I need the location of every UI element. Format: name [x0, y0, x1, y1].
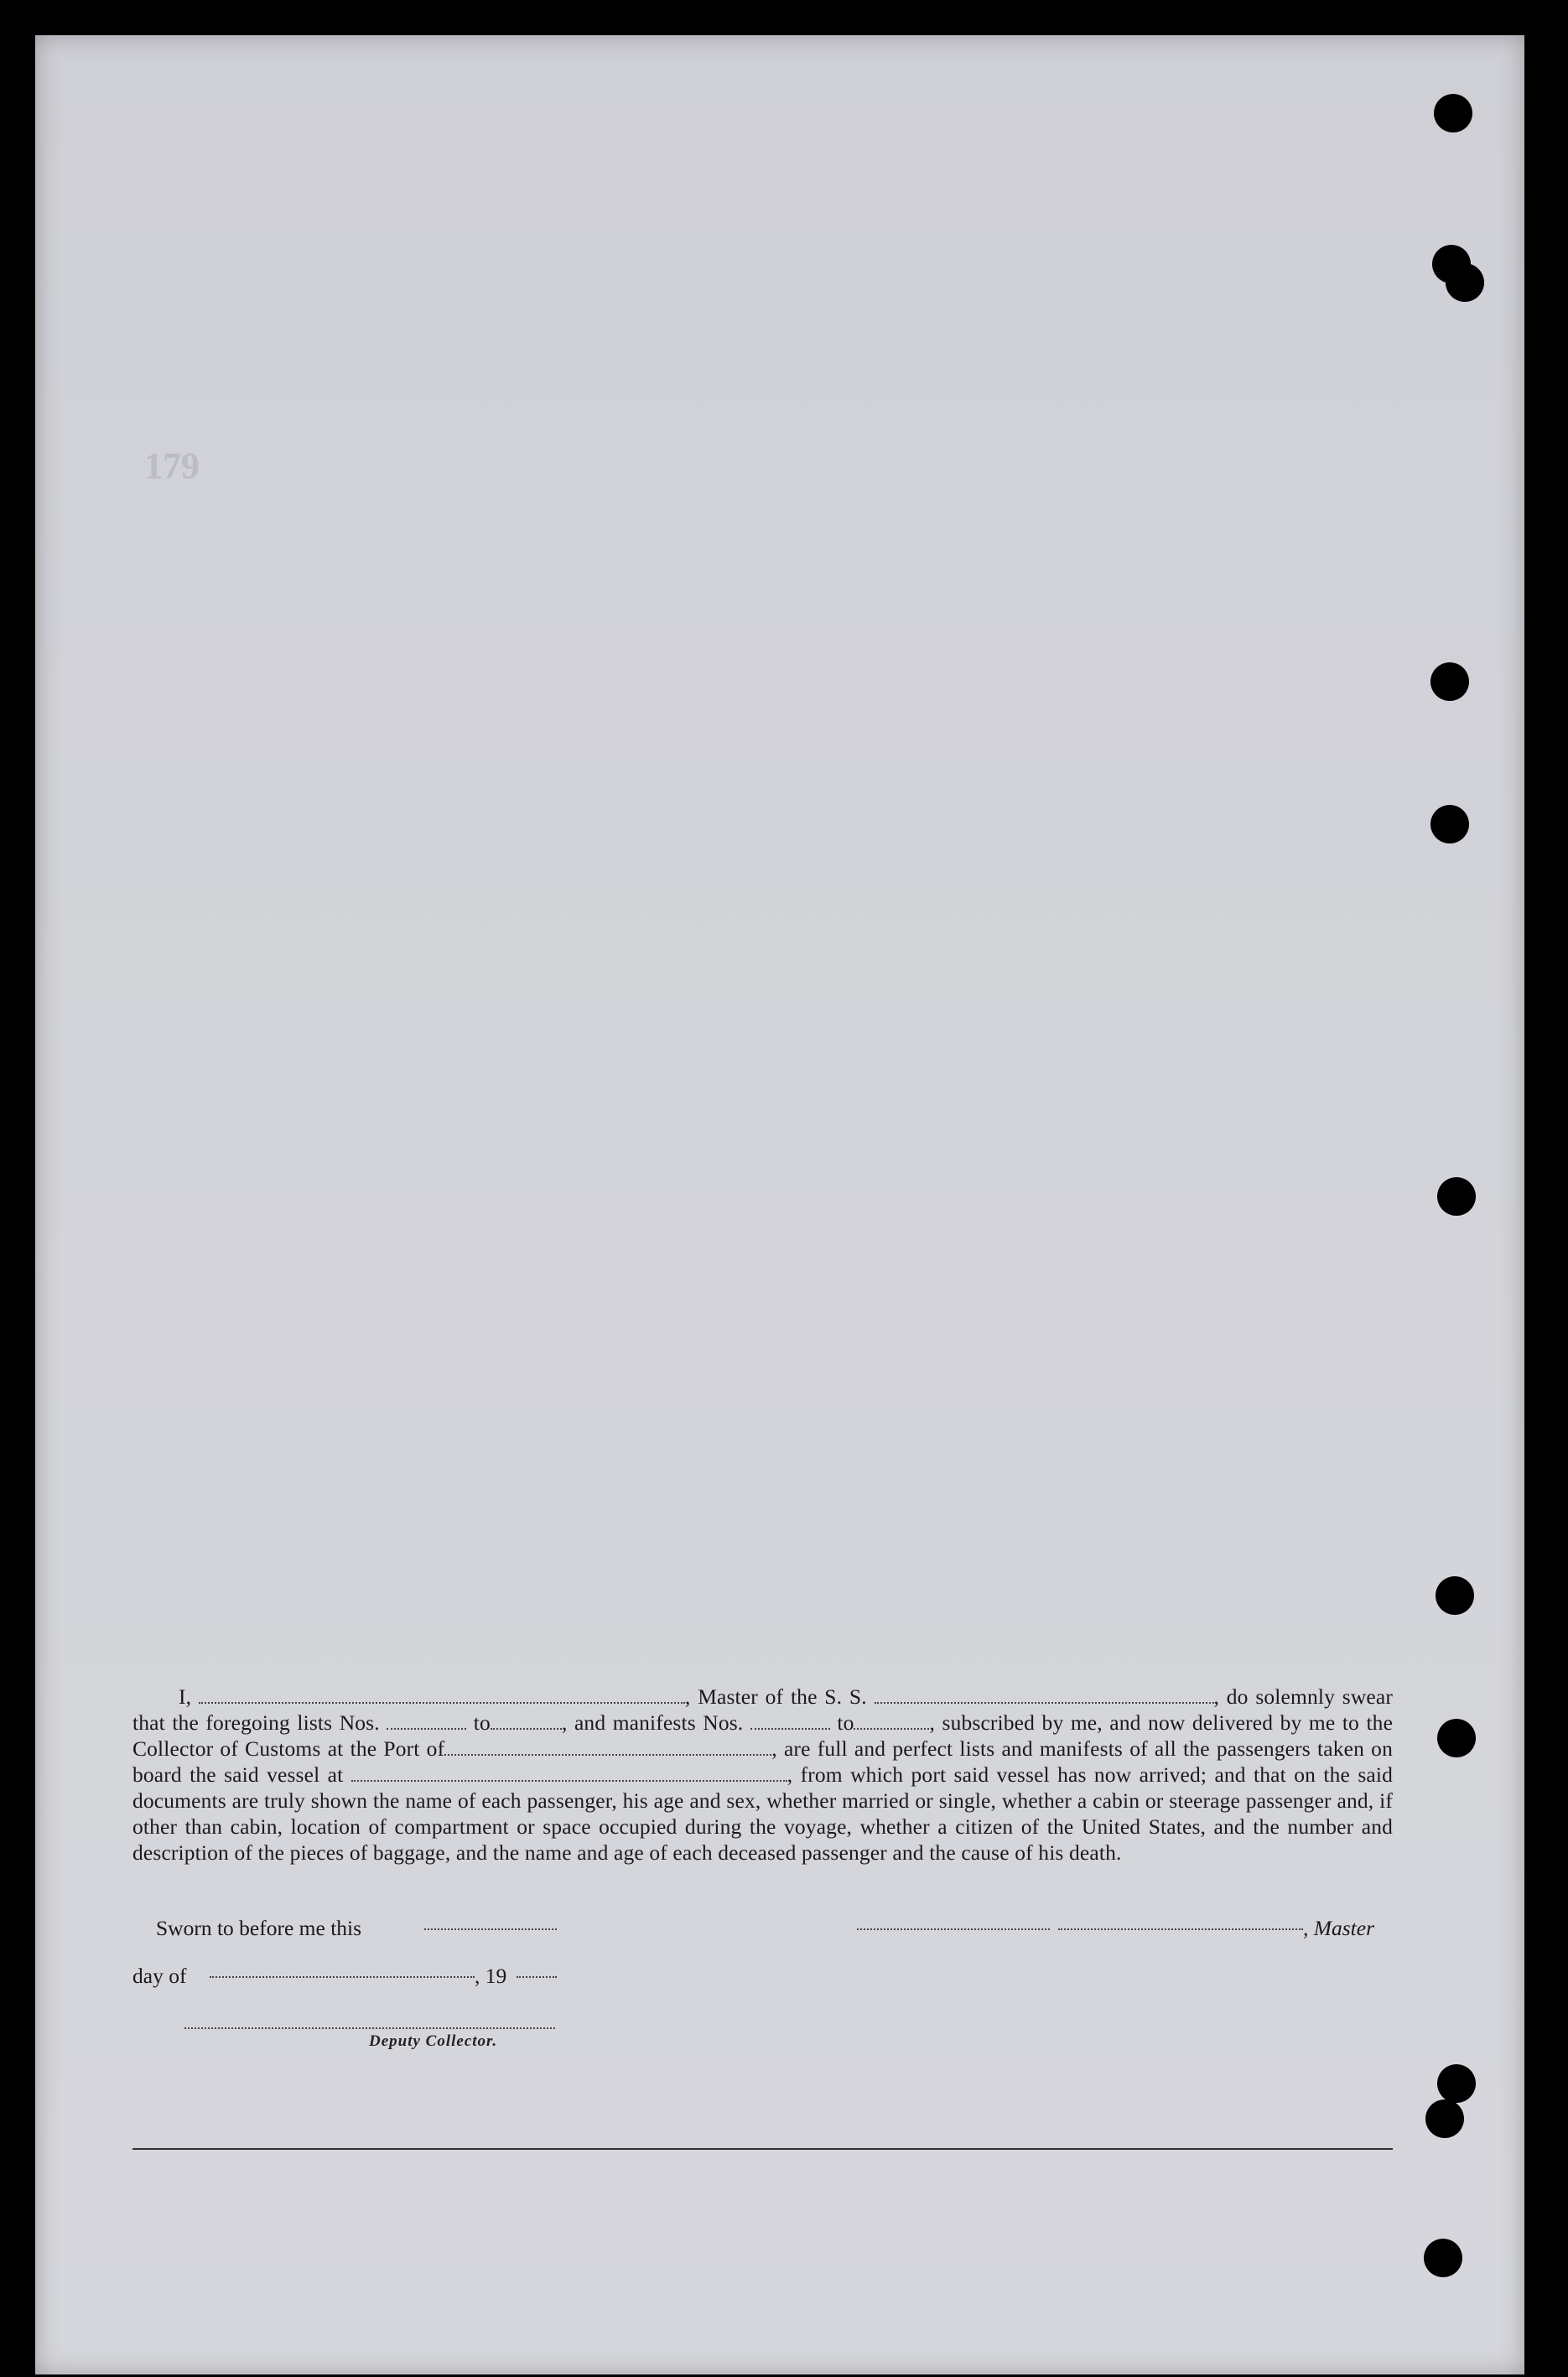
deputy-signature-blank[interactable] [184, 2027, 555, 2029]
oath-text-to-2: to [837, 1710, 854, 1735]
oath-text-to-1: to [473, 1710, 491, 1735]
sworn-date-blank[interactable] [424, 1928, 557, 1930]
oath-text-vessel: , Master of the S. S. [684, 1684, 867, 1709]
punch-hole-icon [1425, 2099, 1464, 2138]
oath-text-lists: , do solemnly swear that the foregoing lists Nos. [132, 1684, 1393, 1735]
master-label: , Master [1303, 1916, 1374, 1940]
punch-hole-icon [1436, 1576, 1474, 1615]
vessel-name-blank[interactable] [875, 1685, 1214, 1704]
punch-hole-icon [1437, 2064, 1476, 2103]
punch-hole-icon [1437, 1177, 1476, 1216]
manifests-from-blank[interactable] [750, 1711, 830, 1730]
master-signature-blank-1[interactable] [857, 1928, 1050, 1930]
oath-intro: I, [179, 1684, 192, 1709]
punch-hole-icon [1430, 805, 1469, 843]
day-of-label: day of [132, 1964, 187, 1988]
punch-hole-icon [1437, 1719, 1476, 1757]
port-name-blank[interactable] [444, 1737, 771, 1756]
master-name-blank[interactable] [199, 1685, 685, 1704]
oath-text-boarded: , are full and perfect lists and manifests of all the passengers taken on board the said vessel at [132, 1736, 1393, 1787]
lists-from-blank[interactable] [387, 1711, 466, 1730]
punch-hole-icon [1430, 662, 1469, 701]
master-signature-blank-2[interactable] [1058, 1928, 1303, 1930]
day-of-blank[interactable] [210, 1976, 475, 1978]
lists-to-blank[interactable] [491, 1711, 562, 1730]
document-page [35, 35, 1524, 2374]
sworn-label: Sworn to before me this [156, 1916, 362, 1940]
bottom-rule [132, 2148, 1393, 2150]
oath-text-body: , from which port said vessel has now arrived; and that on the said documents are truly shown the name of each passenger, his age and sex, whether married or single, whether a cabin or steerage passenger and, if other than cabin, location of compartment or space occupied during the voyage, whether a citizen of the United States, and the number and description of the pieces of baggage, and the name and age of each deceased passenger and the cause of his death. [132, 1762, 1393, 1865]
faint-page-number: 179 [144, 445, 200, 486]
oath-paragraph [132, 1684, 1393, 1866]
punch-hole-icon [1434, 94, 1472, 132]
oath-text-manifests: , and manifests Nos. [561, 1710, 744, 1735]
deputy-collector-label: Deputy Collector. [369, 2032, 498, 2050]
punch-hole-icon [1446, 263, 1484, 302]
oath-text-port: , subscribed by me, and now delivered by me to the Collector of Customs at the Port of [132, 1710, 1394, 1761]
manifests-to-blank[interactable] [854, 1711, 929, 1730]
punch-hole-icon [1424, 2239, 1462, 2277]
boarding-port-blank[interactable] [351, 1763, 787, 1782]
year-blank[interactable] [517, 1976, 557, 1978]
year-prefix: , 19 [475, 1964, 507, 1988]
